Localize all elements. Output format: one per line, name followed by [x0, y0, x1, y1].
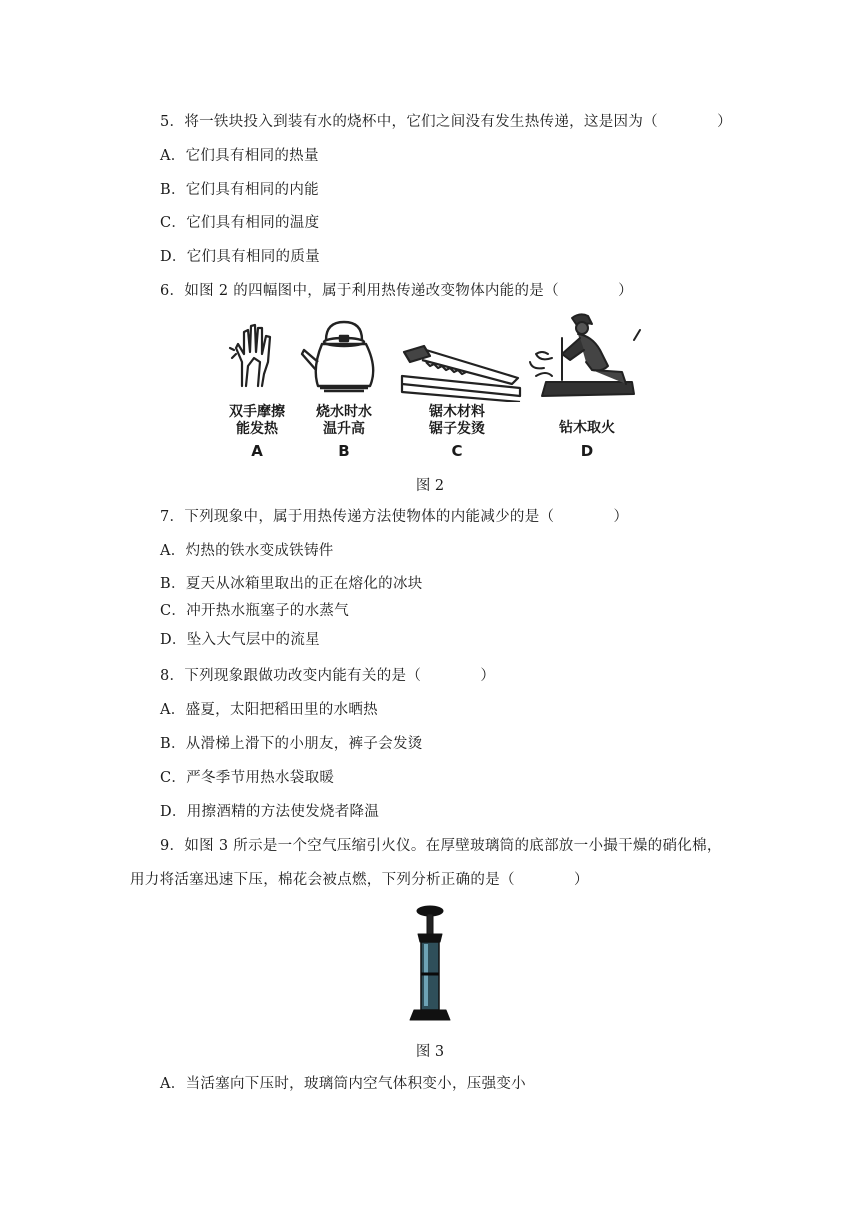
q7-stem: 7．下列现象中，属于用热传递方法使物体的内能减少的是（ ）	[160, 509, 629, 525]
panel-a-letter: A	[251, 442, 263, 460]
q7-option-a: A．灼热的铁水变成铁铸件	[160, 543, 334, 559]
q6-stem: 6．如图 2 的四幅图中，属于利用热传递改变物体内能的是（ ）	[160, 283, 633, 299]
q9-stem-line-1: 9．如图 3 所示是一个空气压缩引火仪。在厚壁玻璃筒的底部放一小撮干燥的硝化棉，	[160, 838, 722, 854]
q8-option-c: C．严冬季节用热水袋取暖	[160, 770, 335, 786]
q8-option-a: A．盛夏，太阳把稻田里的水晒热	[160, 702, 378, 718]
panel-a-caption-1: 双手摩擦	[229, 404, 285, 420]
q7-option-c: C．冲开热水瓶塞子的水蒸气	[160, 603, 349, 619]
q5-option-a: A．它们具有相同的热量	[160, 148, 319, 164]
q5-option-c: C．它们具有相同的温度	[160, 215, 320, 231]
q7-option-b: B．夏天从冰箱里取出的正在熔化的冰块	[160, 576, 423, 592]
q8-stem: 8．下列现象跟做功改变内能有关的是（ ）	[160, 668, 496, 684]
panel-c-caption-2: 锯子发烫	[429, 421, 485, 437]
q9-option-a: A．当活塞向下压时，玻璃筒内空气体积变小，压强变小	[160, 1076, 526, 1092]
rubbing-hands-icon	[226, 318, 286, 390]
q5-option-b: B．它们具有相同的内能	[160, 182, 319, 198]
q9-stem-line-2: 用力将活塞迅速下压，棉花会被点燃，下列分析正确的是（ ）	[130, 872, 589, 888]
q5-stem: 5．将一铁块投入到装有水的烧杯中，它们之间没有发生热传递，这是因为（ ）	[160, 114, 732, 130]
panel-b-caption-2: 温升高	[323, 421, 365, 437]
saw-icon	[400, 342, 524, 402]
panel-b-caption-1: 烧水时水	[316, 404, 372, 420]
kettle-icon	[298, 316, 388, 398]
q8-option-d: D．用擦酒精的方法使发烧者降温	[160, 804, 380, 820]
panel-d-letter: D	[580, 442, 594, 460]
panel-b-letter: B	[338, 442, 350, 460]
air-compression-igniter-icon	[404, 904, 456, 1026]
panel-c-caption-1: 锯木材料	[429, 404, 485, 420]
drilling-fire-icon	[522, 310, 646, 408]
q8-option-b: B．从滑梯上滑下的小朋友，裤子会发烫	[160, 736, 423, 752]
figure-2-label: 图 2	[415, 478, 445, 494]
q5-option-d: D．它们具有相同的质量	[160, 249, 320, 265]
panel-d-caption-1: 钻木取火	[559, 420, 615, 436]
q7-option-d: D．坠入大气层中的流星	[160, 632, 320, 648]
figure-2	[222, 316, 652, 462]
figure-3-label: 图 3	[415, 1044, 445, 1060]
panel-a-caption-2: 能发热	[236, 421, 278, 437]
panel-c-letter: C	[451, 442, 463, 460]
